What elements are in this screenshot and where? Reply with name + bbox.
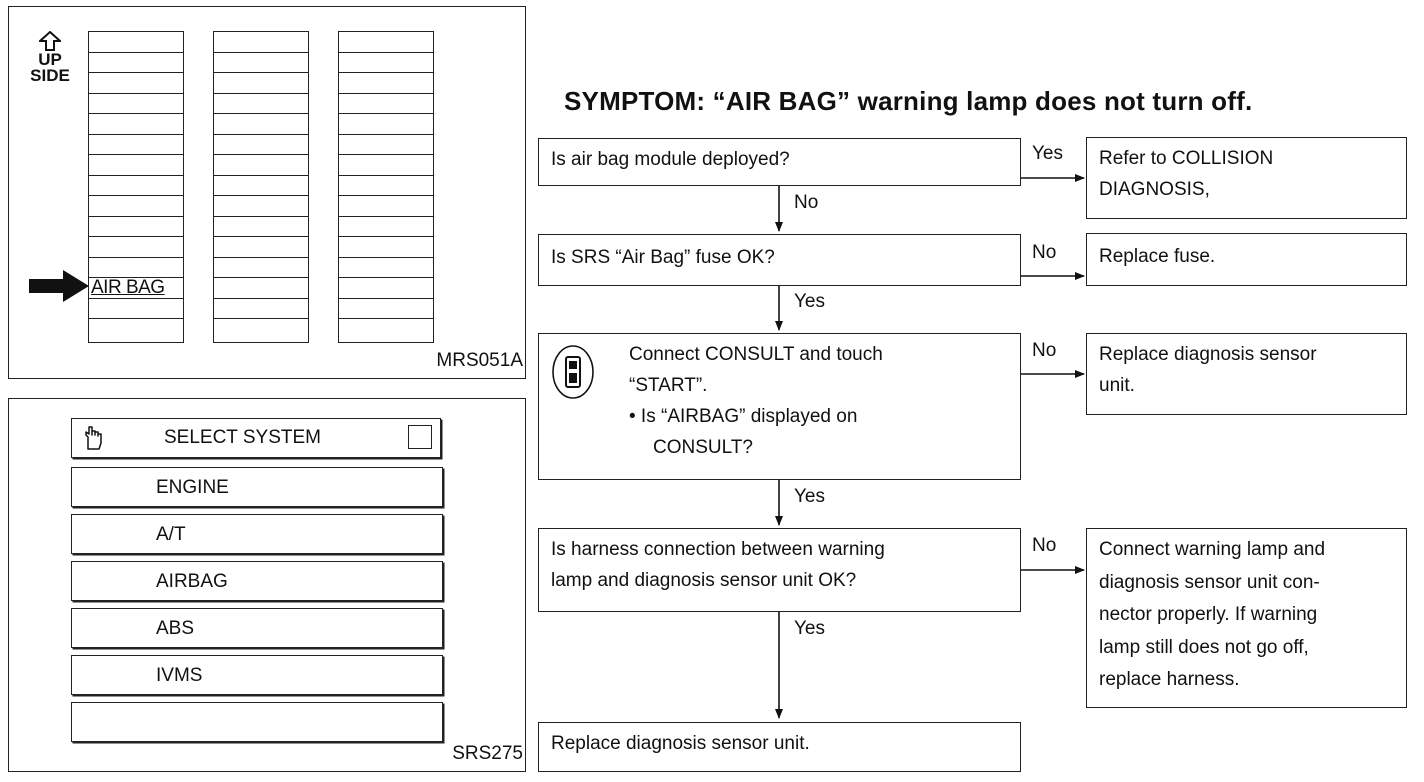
figure-id: SRS275 xyxy=(452,743,523,764)
result-text-line: nector properly. If warning xyxy=(1099,604,1318,625)
question-text-line: lamp and diagnosis sensor unit OK? xyxy=(551,570,857,591)
result-box-1 xyxy=(1086,137,1407,219)
menu-item-label: IVMS xyxy=(156,665,203,686)
airbag-fuse-label: AIR BAG xyxy=(91,277,165,298)
result-box-4 xyxy=(1086,528,1407,708)
result-text-line: DIAGNOSIS, xyxy=(1099,179,1210,200)
result-text-line: unit. xyxy=(1099,375,1135,396)
down-label-yes: Yes xyxy=(794,618,825,639)
question-text: Is air bag module deployed? xyxy=(551,149,790,170)
question-text-line: Connect CONSULT and touch xyxy=(629,344,883,365)
select-system-label: SELECT SYSTEM xyxy=(164,427,321,448)
question-box-2 xyxy=(538,234,1021,286)
menu-item-label: A/T xyxy=(156,524,186,545)
question-text: Is SRS “Air Bag” fuse OK? xyxy=(551,247,775,268)
result-text-line: Replace diagnosis sensor xyxy=(1099,344,1317,365)
upside-label-line1: UP xyxy=(38,50,62,69)
result-text-line: replace harness. xyxy=(1099,669,1240,690)
figure-id: MRS051A xyxy=(436,350,523,371)
final-result-box xyxy=(538,722,1021,772)
consult-device-icon xyxy=(551,344,595,400)
question-text-line: “START”. xyxy=(629,375,708,396)
question-box-4 xyxy=(538,528,1021,612)
final-result-text: Replace diagnosis sensor unit. xyxy=(551,733,810,754)
question-box-3 xyxy=(538,333,1021,480)
flowchart-title: SYMPTOM: “AIR BAG” warning lamp does not turn off. xyxy=(564,86,1253,116)
menu-item-label: ABS xyxy=(156,618,195,639)
result-box-3 xyxy=(1086,333,1407,415)
result-text-line: Replace fuse. xyxy=(1099,246,1216,267)
branch-label-yes: Yes xyxy=(1032,143,1063,164)
result-text-line: lamp still does not go off, xyxy=(1099,636,1309,658)
result-text-line: Refer to COLLISION xyxy=(1099,148,1274,169)
upside-label-line2: SIDE xyxy=(30,66,70,85)
question-text-line: CONSULT? xyxy=(653,437,753,458)
branch-label-no: No xyxy=(1032,535,1057,556)
question-text-line: Is harness connection between warning xyxy=(551,539,885,560)
down-label-yes: Yes xyxy=(794,291,825,312)
menu-item-label: AIRBAG xyxy=(156,571,228,592)
menu-item-label: ENGINE xyxy=(156,477,229,498)
result-text-line: Connect warning lamp and xyxy=(1099,539,1326,560)
result-text-line: diagnosis sensor unit con- xyxy=(1099,571,1320,593)
question-box-1 xyxy=(538,138,1021,186)
question-text-line: • Is “AIRBAG” displayed on xyxy=(629,406,858,427)
down-label-yes: Yes xyxy=(794,486,825,507)
branch-label-no: No xyxy=(1032,242,1057,263)
down-label-no: No xyxy=(794,192,819,213)
result-box-2 xyxy=(1086,233,1407,286)
branch-label-no: No xyxy=(1032,340,1057,361)
